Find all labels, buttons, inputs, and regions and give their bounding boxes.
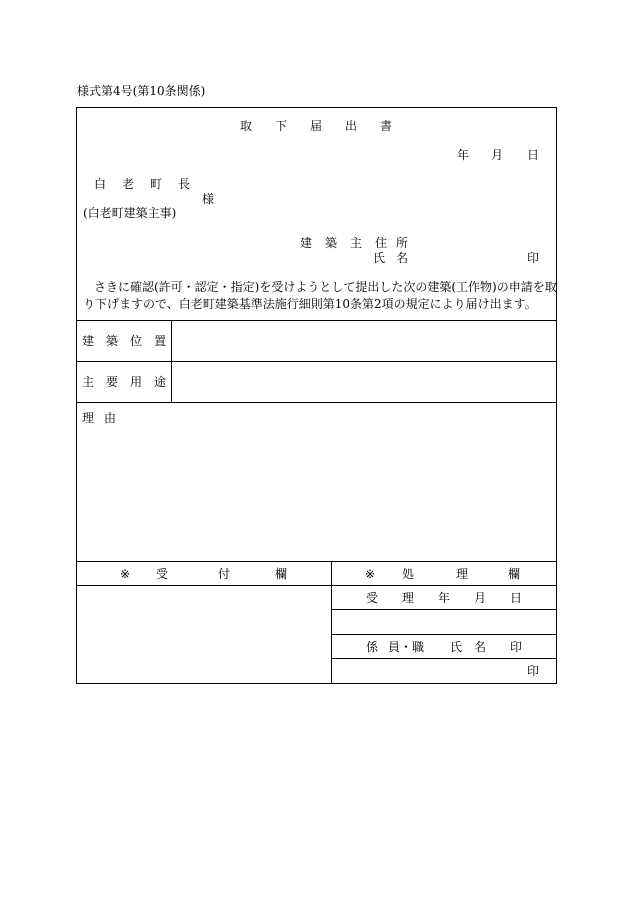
acceptance-char: 受 [366,591,379,605]
owner-address-char: 主 [350,236,363,250]
location-label-char: 位 [130,334,143,348]
usage-label-char: 途 [154,375,167,389]
reason-label-char: 由 [104,411,117,425]
acceptance-char: 日 [510,591,523,605]
acceptance-char: 年 [438,591,451,605]
reception-header-char: 付 [218,567,231,581]
location-field[interactable] [172,321,556,361]
owner-name-char: 名 [396,251,409,265]
addressee-char: 町 [150,177,163,191]
location-label-char: 築 [106,334,119,348]
reason-label-char: 理 [82,411,95,425]
owner-address-char: 築 [325,236,338,250]
reception-header-char: 受 [156,567,169,581]
form-number: 様式第4号(第10条関係) [77,84,206,98]
reason-field[interactable] [77,428,556,560]
divider [76,402,557,403]
staff-char: 名 [474,640,487,654]
title-char: 下 [275,119,288,133]
title-char: 出 [345,119,358,133]
title-char: 取 [240,119,253,133]
processing-header-char: 欄 [508,567,521,581]
addressee-char: 長 [178,177,191,191]
owner-name-char: 氏 [373,251,386,265]
addressee-char: 老 [122,177,135,191]
staff-seal-field[interactable] [332,659,522,683]
staff-char: 係 [366,640,379,654]
usage-label-char: 用 [130,375,143,389]
addressee-note: (白老町建築主事) [83,206,177,220]
staff-char: 員・職 [388,640,425,654]
acceptance-char: 月 [474,591,487,605]
owner-address-char: 所 [396,236,409,250]
usage-field[interactable] [172,362,556,402]
title-char: 書 [380,119,393,133]
date-month: 月 [491,148,504,162]
divider [76,561,557,562]
staff-char: 印 [510,640,523,654]
date-day: 日 [527,148,540,162]
usage-label-char: 要 [106,375,119,389]
usage-label-char: 主 [82,375,95,389]
acceptance-char: 理 [402,591,415,605]
title-char: 届 [310,119,323,133]
location-label-char: 建 [82,334,95,348]
body-text-line: さきに確認(許可・認定・指定)を受けようとして提出した次の建築(工作物)の申請を取 [94,280,557,294]
date-year: 年 [457,148,470,162]
addressee-char: 白 [94,177,107,191]
honorific: 様 [202,192,215,206]
staff-char: 氏 [450,640,463,654]
processing-mark: ※ [365,567,376,581]
divider [331,634,557,635]
processing-header-char: 処 [402,567,415,581]
processing-header-char: 理 [456,567,469,581]
reception-mark: ※ [120,567,131,581]
acceptance-date-field[interactable] [332,610,556,634]
reception-field[interactable] [77,586,331,683]
owner-address-char: 住 [375,236,388,250]
reception-header-char: 欄 [275,567,288,581]
location-label-char: 置 [154,334,167,348]
body-text-line: り下げますので、白老町建築基準法施行細則第10条第2項の規定により届け出ます。 [83,297,537,311]
owner-address-char: 建 [300,236,313,250]
owner-seal: 印 [527,251,540,265]
staff-seal: 印 [527,664,540,678]
